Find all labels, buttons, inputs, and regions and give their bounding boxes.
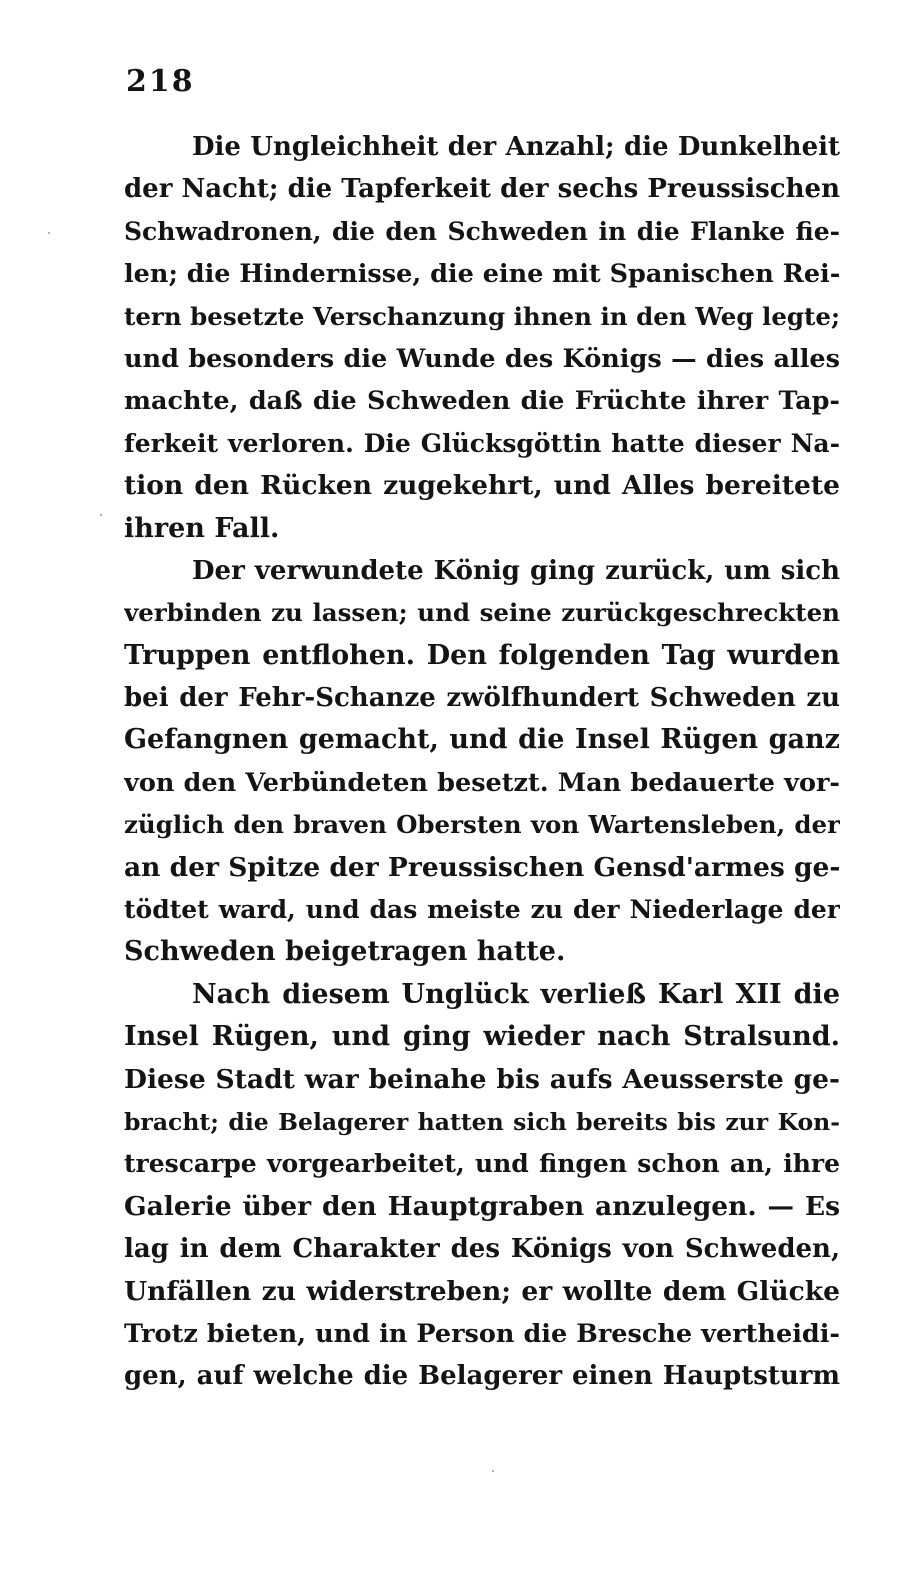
text-line: der Nacht; die Tapferkeit der sechs Preussischen bbox=[124, 174, 840, 205]
text-line: lag in dem Charakter des Königs von Schweden, bbox=[124, 1234, 840, 1265]
text-line: Truppen entflohen. Den folgenden Tag wurden bbox=[124, 639, 840, 671]
text-line: tödtet ward, und das meiste zu der Niederlage der bbox=[124, 895, 840, 925]
paragraph-3 bbox=[124, 974, 840, 1398]
text-line: Die Ungleichheit der Anzahl; die Dunkelheit bbox=[192, 132, 840, 162]
text-line: Schweden beigetragen hatte. bbox=[124, 936, 566, 968]
scan-speck bbox=[492, 1470, 494, 1472]
paragraph-2 bbox=[124, 550, 840, 974]
text-line: Diese Stadt war beinahe bis aufs Aeusserste ge- bbox=[124, 1063, 840, 1095]
text-line: len; die Hindernisse, die eine mit Spanischen Rei- bbox=[124, 259, 840, 290]
page-number: 218 bbox=[126, 64, 195, 99]
text-line: tern besetzte Verschanzung ihnen in den Weg legte; bbox=[124, 301, 840, 331]
text-line: bracht; die Belagerer hatten sich bereits bis zur Kon- bbox=[124, 1107, 840, 1136]
text-line: gen, auf welche die Belagerer einen Hauptsturm bbox=[124, 1361, 840, 1392]
text-line: machte, daß die Schweden die Früchte ihrer Tap- bbox=[124, 386, 840, 417]
scan-speck bbox=[48, 232, 50, 234]
text-line: verbinden zu lassen; und seine zurückgeschreckten bbox=[124, 598, 840, 628]
text-line: von den Verbündeten besetzt. Man bedauerte vor- bbox=[124, 767, 840, 798]
text-line: Insel Rügen, und ging wieder nach Stralsund. bbox=[124, 1021, 840, 1053]
scan-speck bbox=[100, 514, 102, 516]
text-line: Der verwundete König ging zurück, um sich bbox=[192, 555, 840, 586]
text-line: bei der Fehr-Schanze zwölfhundert Schweden zu bbox=[124, 683, 840, 714]
text-line: Gefangnen gemacht, und die Insel Rügen ganz bbox=[124, 724, 840, 756]
text-line: an der Spitze der Preussischen Gensd'armes ge- bbox=[124, 851, 840, 883]
text-line: Galerie über den Hauptgraben anzulegen. — Es bbox=[124, 1190, 840, 1222]
text-line: ihren Fall. bbox=[124, 512, 280, 544]
text-line: Nach diesem Unglück verließ Karl XII die bbox=[192, 978, 840, 1010]
text-line: Schwadronen, die den Schweden in die Flanke fie- bbox=[124, 216, 840, 246]
body-text bbox=[124, 126, 840, 1398]
text-line: trescarpe vorgearbeitet, und fingen schon an, ihre bbox=[124, 1149, 840, 1179]
text-line: ferkeit verloren. Die Glücksgöttin hatte dieser Na- bbox=[124, 428, 840, 458]
text-line: und besonders die Wunde des Königs — dies alles bbox=[124, 343, 840, 374]
text-line: züglich den braven Obersten von Wartensleben, der bbox=[124, 810, 840, 840]
text-line: Trotz bieten, und in Person die Bresche vertheidi- bbox=[124, 1318, 840, 1349]
paragraph-1 bbox=[124, 126, 840, 550]
text-line: tion den Rücken zugekehrt, und Alles bereitete bbox=[124, 470, 840, 502]
text-line: Unfällen zu widerstreben; er wollte dem Glücke bbox=[124, 1275, 840, 1307]
